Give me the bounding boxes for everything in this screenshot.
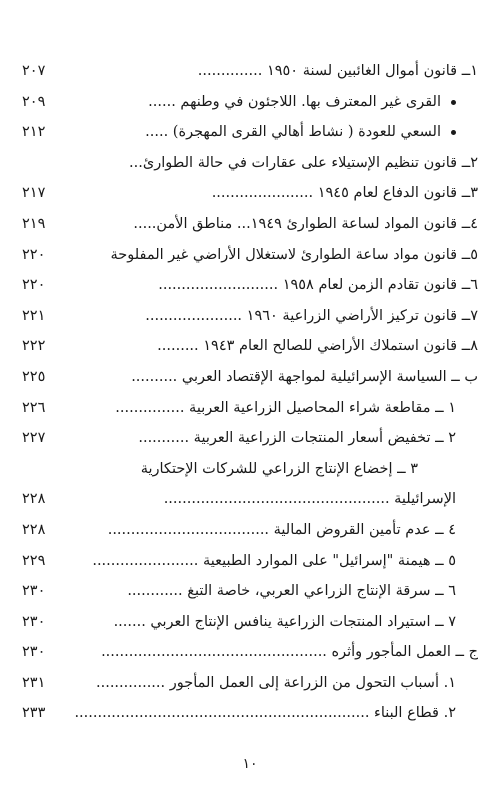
toc-entry — [22, 301, 478, 332]
toc-entry-title: ٥ــ قانون مواد ساعة الطوارئ لاستغلال الأراضي غير المفلوحة — [110, 246, 478, 263]
toc-entry-title: ٤ــ قانون المواد لساعة الطوارئ ١٩٤٩... مناطق الأمن..... — [133, 215, 478, 232]
toc-entry-page: ٢٠٩ — [22, 93, 46, 110]
toc-entry-title: ١ ــ مقاطعة شراء المحاصيل الزراعية العربية ............... — [115, 399, 456, 416]
page-number: ١٠ — [242, 756, 258, 772]
toc-entry-title: ٣ ــ إخضاع الإنتاج الزراعي للشركات الإحتكارية — [140, 460, 418, 477]
toc-entry — [22, 454, 478, 485]
toc-entry-page: ٢٢٦ — [22, 399, 46, 416]
toc-entry — [22, 393, 478, 424]
toc-entry-page: ٢٠٧ — [22, 63, 46, 79]
toc-entry-page: ٢١٧ — [22, 185, 46, 202]
toc-entry-page: ٢٢٠ — [22, 246, 46, 263]
toc-entry — [22, 117, 478, 148]
toc-entry-title: ٢ ــ تخفيض أسعار المنتجات الزراعية العربية ........... — [138, 430, 456, 447]
toc-entry — [22, 607, 478, 638]
toc-entry-page: ٢٣٠ — [22, 583, 46, 600]
toc-entry — [22, 515, 478, 546]
toc-entry-title: ٤ ــ عدم تأمين القروض المالية ................................... — [107, 521, 456, 538]
toc-entry-page: ٢٢١ — [22, 307, 46, 324]
toc-entry-page: ٢٣٠ — [22, 644, 46, 661]
toc-entry-title: ١ــ قانون أموال الغائبين لسنة ١٩٥٠ .............. — [197, 63, 478, 79]
toc-entry-page: ٢٢٢ — [22, 338, 46, 355]
toc-entry — [22, 56, 478, 87]
toc-entry-page: ٢٢٠ — [22, 277, 46, 294]
toc-entry — [22, 148, 478, 179]
toc-entry — [22, 698, 478, 729]
toc-entry-page: ٢٢٧ — [22, 430, 46, 447]
toc-entry — [22, 668, 478, 699]
toc-entry-title: ٦ــ قانون تقادم الزمن لعام ١٩٥٨ .......................... — [158, 277, 478, 294]
toc-entry-title: ٥ ــ هيمنة "إسرائيل" على الموارد الطبيعية ....................... — [92, 552, 456, 569]
toc-entry — [22, 178, 478, 209]
toc-entry-title: ٢ــ قانون تنظيم الإستيلاء على عقارات في حالة الطوارئ... — [129, 154, 478, 171]
toc-entry-page: ٢٢٨ — [22, 521, 46, 538]
toc-entry-page: ٢٣٠ — [22, 613, 46, 630]
toc-entry-title: القرى غير المعترف بها. اللاجئون في وطنهم ...... — [148, 93, 441, 110]
bullet-icon — [451, 100, 456, 105]
toc-entry — [22, 331, 478, 362]
toc-entry-page: ٢٢٨ — [22, 491, 46, 508]
toc-entry — [22, 270, 478, 301]
toc-entry-title: ٨ــ قانون استملاك الأراضي للصالح العام ١٩٤٣ ......... — [157, 338, 478, 355]
toc-entry-page: ٢١٢ — [22, 124, 46, 141]
toc-entry-title: ٧ــ قانون تركيز الأراضي الزراعية ١٩٦٠ ..................... — [145, 307, 478, 324]
toc-entry — [22, 576, 478, 607]
toc-entry — [22, 484, 478, 515]
toc-entry-page: ٢١٩ — [22, 215, 46, 232]
toc-entry-title: ب ــ السياسة الإسرائيلية لمواجهة الإقتصاد العربي .......... — [131, 368, 478, 385]
toc-entry-title: ٧ ــ استيراد المنتجات الزراعية ينافس الإنتاج العربي ....... — [113, 613, 456, 630]
toc-entry-title: الإسرائيلية ................................................. — [163, 491, 456, 508]
toc-entry-title: السعي للعودة ( نشاط أهالي القرى المهجرة) ..... — [145, 124, 441, 141]
toc-entry — [22, 362, 478, 393]
toc-entry-title: ١. أسباب التحول من الزراعة إلى العمل المأجور ............... — [96, 674, 456, 691]
toc-entry-page: ٢٣١ — [22, 674, 46, 691]
toc-entry-page: ٢٣٣ — [22, 705, 46, 722]
table-of-contents — [22, 56, 478, 729]
toc-entry-page: ٢٢٥ — [22, 368, 46, 385]
toc-entry — [22, 240, 478, 271]
toc-entry — [22, 637, 478, 668]
toc-entry — [22, 423, 478, 454]
toc-entry — [22, 546, 478, 577]
toc-entry-title: ٣ــ قانون الدفاع لعام ١٩٤٥ ...................... — [211, 185, 478, 202]
toc-entry-title: ج ــ العمل المأجور وأثره ................................................. — [101, 644, 478, 661]
toc-entry — [22, 209, 478, 240]
toc-entry — [22, 87, 478, 118]
toc-entry-page: ٢٢٩ — [22, 552, 46, 569]
toc-entry-title: ٦ ــ سرقة الإنتاج الزراعي العربي، خاصة التبغ ............ — [127, 583, 456, 600]
toc-entry-title: ٢. قطاع البناء ................................................................ — [74, 705, 456, 722]
bullet-icon — [451, 130, 456, 135]
